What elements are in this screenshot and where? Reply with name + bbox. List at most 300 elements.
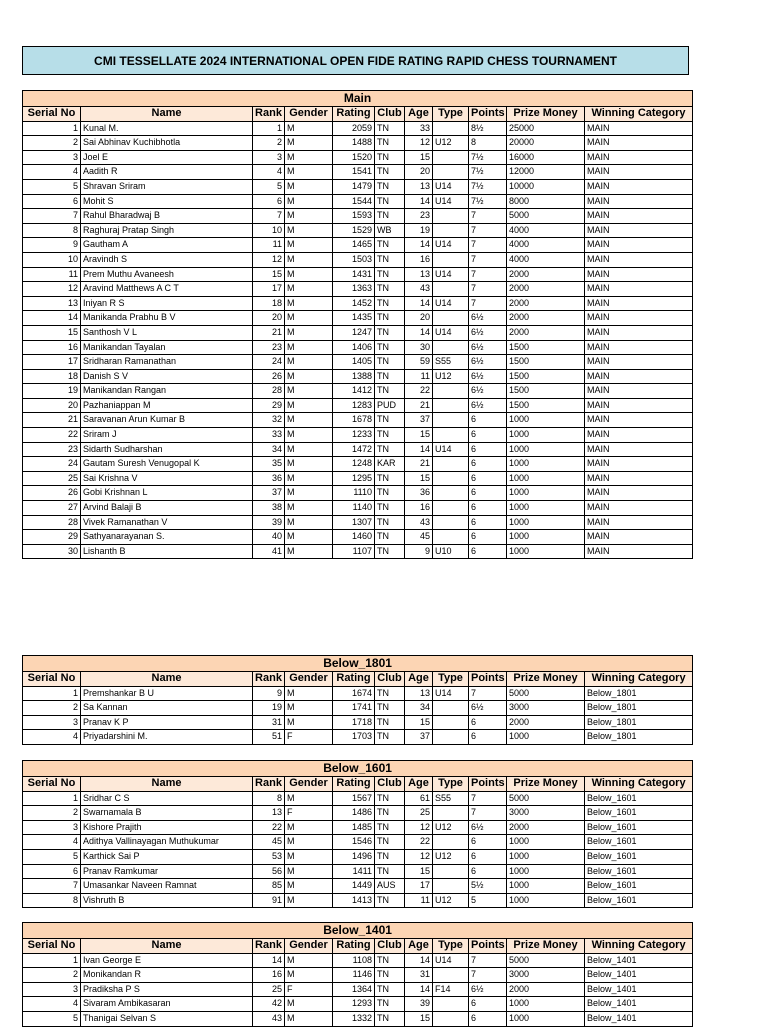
- cell-points: 6: [469, 997, 507, 1012]
- cell-points: 7: [469, 223, 507, 238]
- cell-age: 13: [405, 267, 433, 282]
- cell-club: TN: [375, 136, 405, 151]
- column-header-name: Name: [81, 107, 253, 122]
- cell-winning-category: MAIN: [585, 384, 693, 399]
- cell-type: U14: [433, 325, 469, 340]
- cell-name: Pranav Ramkumar: [81, 864, 253, 879]
- cell-points: 6: [469, 515, 507, 530]
- cell-gender: M: [285, 282, 333, 297]
- cell-type: [433, 806, 469, 821]
- cell-age: 23: [405, 209, 433, 224]
- cell-name: Pranav K P: [81, 715, 253, 730]
- cell-serial-no: 3: [23, 982, 81, 997]
- cell-type: [433, 515, 469, 530]
- cell-points: 6½: [469, 355, 507, 370]
- table-row: [23, 398, 693, 413]
- cell-prize-money: 2000: [507, 296, 585, 311]
- cell-name: Sidarth Sudharshan: [81, 442, 253, 457]
- cell-points: 6: [469, 835, 507, 850]
- table-row: [23, 121, 693, 136]
- cell-rating: 1283: [333, 398, 375, 413]
- cell-points: 6: [469, 1011, 507, 1026]
- cell-rank: 22: [253, 820, 285, 835]
- cell-serial-no: 16: [23, 340, 81, 355]
- cell-prize-money: 1000: [507, 457, 585, 472]
- cell-club: TN: [375, 296, 405, 311]
- cell-winning-category: Below_1601: [585, 820, 693, 835]
- table-row: [23, 835, 693, 850]
- cell-rating: 1431: [333, 267, 375, 282]
- cell-points: 6: [469, 486, 507, 501]
- cell-gender: M: [285, 791, 333, 806]
- cell-winning-category: MAIN: [585, 486, 693, 501]
- cell-points: 6½: [469, 369, 507, 384]
- cell-age: 12: [405, 136, 433, 151]
- cell-serial-no: 3: [23, 150, 81, 165]
- cell-serial-no: 10: [23, 252, 81, 267]
- cell-gender: M: [285, 150, 333, 165]
- cell-rating: 1412: [333, 384, 375, 399]
- cell-age: 11: [405, 893, 433, 908]
- cell-type: U14: [433, 238, 469, 253]
- table-row: [23, 165, 693, 180]
- cell-prize-money: 2000: [507, 267, 585, 282]
- cell-rating: 1503: [333, 252, 375, 267]
- cell-rating: 1233: [333, 428, 375, 443]
- cell-name: Danish S V: [81, 369, 253, 384]
- cell-rank: 21: [253, 325, 285, 340]
- cell-type: U12: [433, 849, 469, 864]
- cell-type: [433, 730, 469, 745]
- cell-winning-category: Below_1601: [585, 893, 693, 908]
- cell-winning-category: Below_1401: [585, 953, 693, 968]
- cell-club: TN: [375, 544, 405, 559]
- cell-prize-money: 1500: [507, 369, 585, 384]
- cell-name: Kunal M.: [81, 121, 253, 136]
- cell-rank: 34: [253, 442, 285, 457]
- cell-rating: 1146: [333, 968, 375, 983]
- cell-winning-category: MAIN: [585, 369, 693, 384]
- cell-points: 6½: [469, 311, 507, 326]
- column-header-winning-category: Winning Category: [585, 107, 693, 122]
- cell-rating: 1529: [333, 223, 375, 238]
- cell-age: 14: [405, 442, 433, 457]
- cell-winning-category: Below_1401: [585, 982, 693, 997]
- cell-serial-no: 12: [23, 282, 81, 297]
- cell-age: 14: [405, 296, 433, 311]
- cell-rank: 13: [253, 806, 285, 821]
- cell-type: [433, 457, 469, 472]
- cell-gender: M: [285, 179, 333, 194]
- cell-type: U14: [433, 442, 469, 457]
- cell-prize-money: 2000: [507, 325, 585, 340]
- cell-points: 6: [469, 457, 507, 472]
- cell-rank: 40: [253, 530, 285, 545]
- cell-type: U14: [433, 953, 469, 968]
- cell-serial-no: 5: [23, 1011, 81, 1026]
- cell-rank: 41: [253, 544, 285, 559]
- cell-rank: 1: [253, 121, 285, 136]
- cell-winning-category: Below_1801: [585, 686, 693, 701]
- cell-age: 17: [405, 879, 433, 894]
- cell-type: [433, 486, 469, 501]
- column-header-gender: Gender: [285, 939, 333, 954]
- cell-winning-category: Below_1601: [585, 849, 693, 864]
- cell-gender: M: [285, 413, 333, 428]
- cell-points: 7: [469, 282, 507, 297]
- cell-club: TN: [375, 252, 405, 267]
- cell-gender: M: [285, 686, 333, 701]
- cell-name: Sa Kannan: [81, 701, 253, 716]
- cell-serial-no: 3: [23, 820, 81, 835]
- cell-points: 8: [469, 136, 507, 151]
- cell-rating: 1107: [333, 544, 375, 559]
- table-row: [23, 355, 693, 370]
- cell-points: 7: [469, 267, 507, 282]
- cell-rank: 85: [253, 879, 285, 894]
- cell-club: TN: [375, 121, 405, 136]
- section-title: Below_1801: [23, 656, 693, 672]
- cell-gender: M: [285, 267, 333, 282]
- column-header-prize-money: Prize Money: [507, 107, 585, 122]
- table-row: [23, 544, 693, 559]
- cell-club: TN: [375, 806, 405, 821]
- cell-rank: 32: [253, 413, 285, 428]
- cell-age: 15: [405, 150, 433, 165]
- cell-club: TN: [375, 686, 405, 701]
- table-row: [23, 282, 693, 297]
- column-header-serial-no: Serial No: [23, 939, 81, 954]
- table-row: [23, 209, 693, 224]
- cell-prize-money: 4000: [507, 223, 585, 238]
- cell-rating: 1674: [333, 686, 375, 701]
- cell-type: [433, 282, 469, 297]
- column-header-winning-category: Winning Category: [585, 672, 693, 687]
- cell-type: [433, 997, 469, 1012]
- cell-age: 15: [405, 715, 433, 730]
- cell-rating: 1406: [333, 340, 375, 355]
- section-title: Main: [23, 91, 693, 107]
- cell-club: TN: [375, 515, 405, 530]
- cell-serial-no: 20: [23, 398, 81, 413]
- cell-serial-no: 1: [23, 686, 81, 701]
- cell-winning-category: MAIN: [585, 165, 693, 180]
- cell-gender: M: [285, 544, 333, 559]
- table-row: [23, 530, 693, 545]
- cell-prize-money: 1500: [507, 398, 585, 413]
- cell-prize-money: 3000: [507, 968, 585, 983]
- cell-rating: 1496: [333, 849, 375, 864]
- cell-prize-money: 1000: [507, 471, 585, 486]
- cell-points: 6: [469, 715, 507, 730]
- cell-club: TN: [375, 355, 405, 370]
- cell-prize-money: 10000: [507, 179, 585, 194]
- cell-points: 7½: [469, 165, 507, 180]
- cell-serial-no: 4: [23, 165, 81, 180]
- column-header-winning-category: Winning Category: [585, 939, 693, 954]
- cell-age: 30: [405, 340, 433, 355]
- cell-gender: F: [285, 730, 333, 745]
- cell-age: 14: [405, 194, 433, 209]
- table-row: [23, 701, 693, 716]
- cell-rating: 1295: [333, 471, 375, 486]
- cell-serial-no: 14: [23, 311, 81, 326]
- cell-serial-no: 4: [23, 730, 81, 745]
- cell-name: Manikanda Prabhu B V: [81, 311, 253, 326]
- table-row: [23, 150, 693, 165]
- cell-rating: 1140: [333, 501, 375, 516]
- cell-points: 8½: [469, 121, 507, 136]
- cell-winning-category: MAIN: [585, 413, 693, 428]
- column-header-age: Age: [405, 777, 433, 792]
- cell-rating: 1293: [333, 997, 375, 1012]
- cell-rank: 4: [253, 165, 285, 180]
- cell-rank: 36: [253, 471, 285, 486]
- cell-rank: 14: [253, 953, 285, 968]
- cell-name: Rahul Bharadwaj B: [81, 209, 253, 224]
- cell-rank: 35: [253, 457, 285, 472]
- cell-club: TN: [375, 413, 405, 428]
- column-header-club: Club: [375, 107, 405, 122]
- cell-gender: M: [285, 471, 333, 486]
- cell-winning-category: Below_1601: [585, 806, 693, 821]
- cell-points: 6½: [469, 982, 507, 997]
- cell-type: [433, 413, 469, 428]
- cell-gender: M: [285, 701, 333, 716]
- cell-prize-money: 1000: [507, 442, 585, 457]
- cell-rank: 37: [253, 486, 285, 501]
- column-header-name: Name: [81, 939, 253, 954]
- cell-serial-no: 1: [23, 121, 81, 136]
- cell-name: Manikandan Rangan: [81, 384, 253, 399]
- column-header-gender: Gender: [285, 777, 333, 792]
- cell-points: 6½: [469, 340, 507, 355]
- cell-age: 36: [405, 486, 433, 501]
- cell-serial-no: 30: [23, 544, 81, 559]
- cell-type: [433, 864, 469, 879]
- cell-gender: F: [285, 806, 333, 821]
- cell-club: TN: [375, 968, 405, 983]
- cell-prize-money: 3000: [507, 701, 585, 716]
- cell-points: 7: [469, 953, 507, 968]
- cell-type: [433, 223, 469, 238]
- cell-rank: 38: [253, 501, 285, 516]
- cell-serial-no: 22: [23, 428, 81, 443]
- cell-age: 15: [405, 471, 433, 486]
- cell-age: 16: [405, 501, 433, 516]
- cell-prize-money: 16000: [507, 150, 585, 165]
- cell-name: Sridharan Ramanathan: [81, 355, 253, 370]
- cell-gender: M: [285, 457, 333, 472]
- cell-club: KAR: [375, 457, 405, 472]
- cell-serial-no: 21: [23, 413, 81, 428]
- cell-rank: 26: [253, 369, 285, 384]
- cell-rating: 1363: [333, 282, 375, 297]
- cell-club: TN: [375, 530, 405, 545]
- cell-rank: 18: [253, 296, 285, 311]
- cell-club: WB: [375, 223, 405, 238]
- cell-name: Thanigai Selvan S: [81, 1011, 253, 1026]
- cell-type: [433, 384, 469, 399]
- cell-rating: 1248: [333, 457, 375, 472]
- cell-rating: 1413: [333, 893, 375, 908]
- cell-gender: M: [285, 194, 333, 209]
- cell-rating: 1332: [333, 1011, 375, 1026]
- cell-gender: M: [285, 384, 333, 399]
- cell-club: TN: [375, 369, 405, 384]
- cell-winning-category: MAIN: [585, 544, 693, 559]
- cell-name: Vivek Ramanathan V: [81, 515, 253, 530]
- cell-rating: 1472: [333, 442, 375, 457]
- cell-rank: 25: [253, 982, 285, 997]
- cell-gender: M: [285, 238, 333, 253]
- cell-club: TN: [375, 715, 405, 730]
- cell-club: TN: [375, 849, 405, 864]
- cell-name: Mohit S: [81, 194, 253, 209]
- column-header-winning-category: Winning Category: [585, 777, 693, 792]
- cell-serial-no: 7: [23, 879, 81, 894]
- cell-type: F14: [433, 982, 469, 997]
- cell-prize-money: 2000: [507, 311, 585, 326]
- cell-type: [433, 252, 469, 267]
- cell-rating: 1364: [333, 982, 375, 997]
- cell-type: S55: [433, 355, 469, 370]
- cell-age: 22: [405, 835, 433, 850]
- cell-rating: 1488: [333, 136, 375, 151]
- cell-prize-money: 1000: [507, 835, 585, 850]
- table-row: [23, 515, 693, 530]
- column-header-rating: Rating: [333, 939, 375, 954]
- column-header-rank: Rank: [253, 672, 285, 687]
- table-row: [23, 953, 693, 968]
- cell-rating: 1247: [333, 325, 375, 340]
- cell-name: Lishanth B: [81, 544, 253, 559]
- cell-type: U12: [433, 369, 469, 384]
- cell-serial-no: 2: [23, 136, 81, 151]
- cell-rank: 17: [253, 282, 285, 297]
- cell-points: 6½: [469, 398, 507, 413]
- cell-prize-money: 1000: [507, 486, 585, 501]
- cell-prize-money: 1500: [507, 355, 585, 370]
- cell-gender: M: [285, 530, 333, 545]
- cell-name: Aravind Matthews A C T: [81, 282, 253, 297]
- table-row: [23, 413, 693, 428]
- cell-age: 59: [405, 355, 433, 370]
- cell-gender: M: [285, 864, 333, 879]
- cell-winning-category: MAIN: [585, 457, 693, 472]
- table-row: [23, 486, 693, 501]
- cell-serial-no: 26: [23, 486, 81, 501]
- column-header-points: Points: [469, 939, 507, 954]
- cell-rank: 16: [253, 968, 285, 983]
- cell-age: 11: [405, 369, 433, 384]
- cell-winning-category: Below_1401: [585, 997, 693, 1012]
- cell-rank: 2: [253, 136, 285, 151]
- column-header-prize-money: Prize Money: [507, 672, 585, 687]
- table-row: [23, 820, 693, 835]
- cell-prize-money: 2000: [507, 282, 585, 297]
- column-header-serial-no: Serial No: [23, 672, 81, 687]
- cell-points: 6: [469, 530, 507, 545]
- cell-gender: M: [285, 355, 333, 370]
- cell-club: TN: [375, 194, 405, 209]
- cell-points: 6: [469, 864, 507, 879]
- cell-prize-money: 1000: [507, 413, 585, 428]
- cell-type: [433, 968, 469, 983]
- cell-winning-category: Below_1801: [585, 701, 693, 716]
- table-row: [23, 340, 693, 355]
- cell-winning-category: MAIN: [585, 252, 693, 267]
- cell-rating: 1567: [333, 791, 375, 806]
- cell-gender: M: [285, 820, 333, 835]
- cell-rank: 3: [253, 150, 285, 165]
- cell-gender: M: [285, 968, 333, 983]
- cell-rating: 1593: [333, 209, 375, 224]
- cell-rating: 1486: [333, 806, 375, 821]
- cell-prize-money: 2000: [507, 715, 585, 730]
- cell-name: Premshankar B U: [81, 686, 253, 701]
- cell-prize-money: 5000: [507, 686, 585, 701]
- cell-club: TN: [375, 730, 405, 745]
- cell-type: [433, 311, 469, 326]
- table-row: [23, 501, 693, 516]
- cell-rating: 1465: [333, 238, 375, 253]
- cell-age: 34: [405, 701, 433, 716]
- cell-rank: 56: [253, 864, 285, 879]
- cell-prize-money: 4000: [507, 252, 585, 267]
- cell-rating: 1479: [333, 179, 375, 194]
- cell-prize-money: 1500: [507, 384, 585, 399]
- cell-name: Saravanan Arun Kumar B: [81, 413, 253, 428]
- cell-rating: 1520: [333, 150, 375, 165]
- table-row: [23, 849, 693, 864]
- column-header-points: Points: [469, 777, 507, 792]
- column-header-name: Name: [81, 777, 253, 792]
- cell-serial-no: 6: [23, 864, 81, 879]
- cell-points: 6: [469, 849, 507, 864]
- table-row: [23, 311, 693, 326]
- cell-type: U12: [433, 136, 469, 151]
- table-row: [23, 238, 693, 253]
- cell-type: U14: [433, 267, 469, 282]
- cell-age: 33: [405, 121, 433, 136]
- cell-winning-category: Below_1601: [585, 879, 693, 894]
- column-header-name: Name: [81, 672, 253, 687]
- cell-club: AUS: [375, 879, 405, 894]
- cell-rank: 12: [253, 252, 285, 267]
- cell-name: Joel E: [81, 150, 253, 165]
- cell-points: 5: [469, 893, 507, 908]
- column-header-gender: Gender: [285, 672, 333, 687]
- cell-age: 25: [405, 806, 433, 821]
- cell-winning-category: MAIN: [585, 238, 693, 253]
- column-header-points: Points: [469, 107, 507, 122]
- cell-gender: M: [285, 893, 333, 908]
- cell-name: Umasankar Naveen Ramnat: [81, 879, 253, 894]
- cell-club: TN: [375, 150, 405, 165]
- table-row: [23, 893, 693, 908]
- cell-club: TN: [375, 893, 405, 908]
- cell-name: Priyadarshini M.: [81, 730, 253, 745]
- cell-winning-category: MAIN: [585, 296, 693, 311]
- table-row: [23, 879, 693, 894]
- cell-rating: 1108: [333, 953, 375, 968]
- cell-gender: M: [285, 442, 333, 457]
- cell-rating: 1741: [333, 701, 375, 716]
- cell-rank: 91: [253, 893, 285, 908]
- cell-club: TN: [375, 982, 405, 997]
- cell-prize-money: 1000: [507, 864, 585, 879]
